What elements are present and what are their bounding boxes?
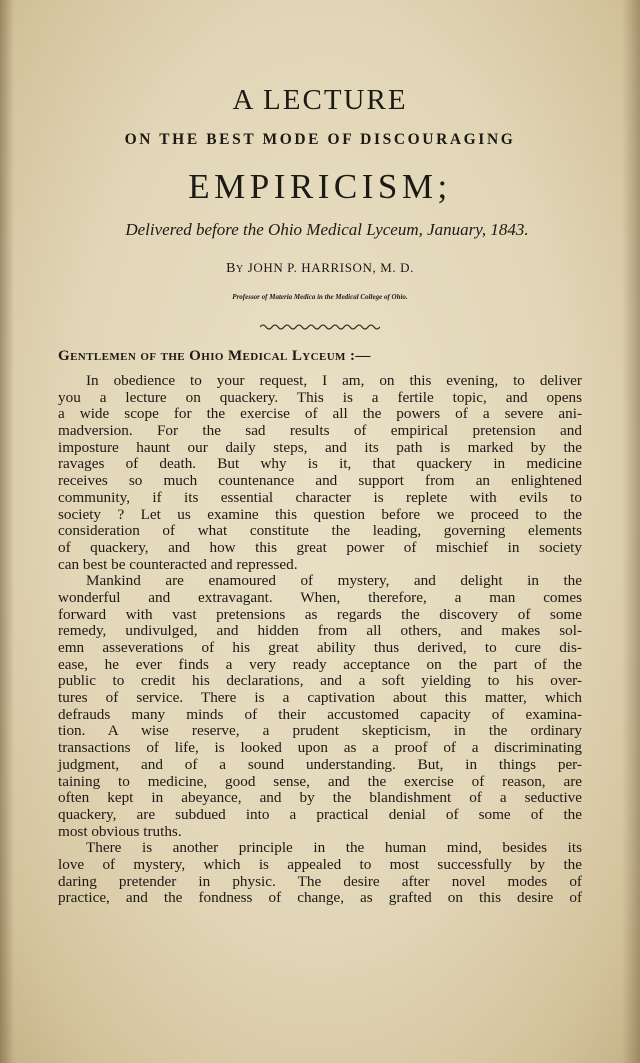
body-line: love of mystery, which is appealed to most successfully by the [58, 855, 582, 873]
body-line: public to credit his declarations, and a soft yielding to his over- [58, 672, 582, 690]
body-line: tion. A wise reserve, a prudent skepticism, in the ordinary [58, 722, 582, 740]
body-line: society ? Let us examine this question before we proceed to the [58, 505, 582, 523]
page-gutter-shadow [0, 0, 14, 1063]
body-line: madversion. For the sad results of empirical pretension and [58, 422, 582, 440]
body-line: tures of service. There is a captivation about this matter, which [58, 689, 582, 707]
professor-line: Professor of Materia Medica in the Medical College of Ohio. [232, 293, 408, 301]
salutation: Gentlemen of the Ohio Medical Lyceum :— [58, 348, 371, 364]
author-prefix: By [226, 261, 244, 276]
body-line: a wide scope for the exercise of all the powers of a severe ani- [58, 405, 582, 423]
body-line: practice, and the fondness of change, as grafted on this desire of [58, 889, 582, 907]
body-line: can best be counteracted and repressed. [58, 555, 298, 573]
body-line: quackery, are subdued into a practical denial of some of the [58, 805, 582, 823]
body-line: In obedience to your request, I am, on this evening, to deliver [86, 372, 582, 389]
body-line: daring pretender in physic. The desire after novel modes of [58, 872, 582, 890]
body-line: consideration of what constitute the leading, governing elements [58, 522, 582, 540]
body-line: receives so much countenance and support from an enlightened [58, 472, 582, 490]
body-line: defrauds many minds of their accustomed capacity of examina- [58, 705, 582, 723]
body-line: wonderful and extravagant. When, therefore, a man comes [58, 588, 582, 606]
body-line: There is another principle in the human mind, besides its [86, 839, 582, 857]
body-line: ravages of death. But why is it, that quackery in medicine [58, 455, 582, 473]
main-title: EMPIRICISM; [188, 167, 452, 206]
delivered-line: Delivered before the Ohio Medical Lyceum, January, 1843. [125, 220, 529, 239]
body-line: ease, he ever finds a very ready acceptance on the part of the [58, 655, 582, 673]
body-line: remedy, undivulged, and hidden from all others, and makes sol- [58, 622, 582, 640]
body-line: transactions of life, is looked upon as a proof of a discriminating [58, 739, 582, 757]
author-name: JOHN P. HARRISON, M. D. [247, 260, 414, 275]
body-line: judgment, and of a sound understanding. But, in things per- [58, 755, 582, 773]
body-line: taining to medicine, good sense, and the exercise of reason, are [58, 772, 582, 790]
body-line: forward with vast pretensions as regards the discovery of some [58, 605, 582, 623]
body-line: Mankind are enamoured of mystery, and delight in the [86, 572, 582, 590]
body-line: most obvious truths. [58, 822, 182, 840]
body-line: imposture haunt our daily steps, and its path is marked by the [58, 438, 582, 456]
author-line [0, 259, 640, 278]
body-line: often kept in abeyance, and by the blandishment of a seductive [58, 789, 582, 807]
page-edge-shadow [622, 0, 640, 1063]
wavy-rule-ornament [0, 323, 640, 331]
lecture-title: A LECTURE [232, 84, 408, 116]
lecture-body [58, 373, 582, 907]
body-line: you a lecture on quackery. This is a fertile topic, and opens [58, 388, 582, 406]
lecture-subtitle: ON THE BEST MODE OF DISCOURAGING [124, 131, 516, 148]
body-line: community, if its essential character is replete with evils to [58, 488, 582, 506]
body-line: of quackery, and how this great power of mischief in society [58, 538, 582, 556]
body-line: emn asseverations of his great ability thus derived, to cure dis- [58, 639, 582, 656]
